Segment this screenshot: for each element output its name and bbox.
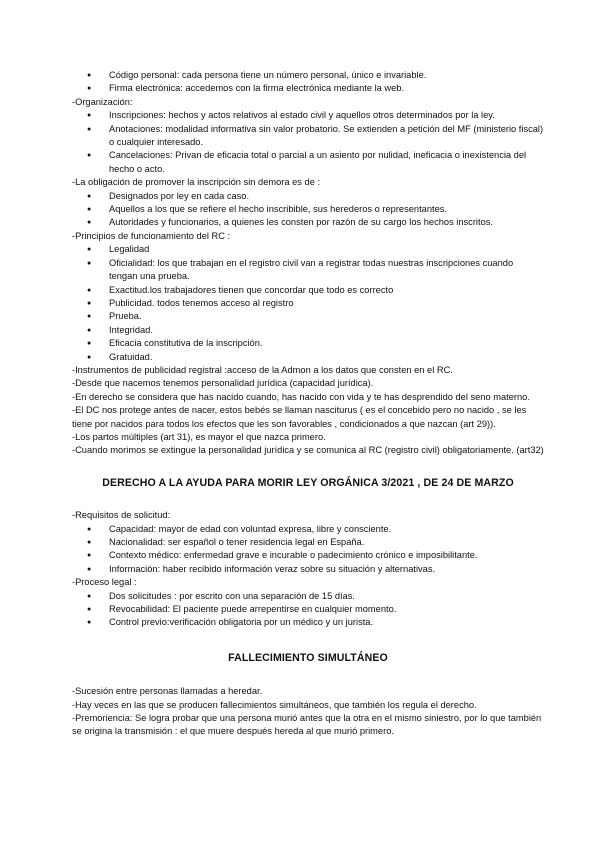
list-item: ● Publicidad. todos tenemos acceso al registro xyxy=(109,297,544,310)
principios-bullet-list xyxy=(72,243,544,364)
list-item: ● Capacidad: mayor de edad con voluntad expresa, libre y consciente. xyxy=(109,523,544,536)
organizacion-label: -Organización: xyxy=(72,96,133,107)
requisitos-label: -Requisitos de solicitud: xyxy=(72,510,171,521)
list-item: ● Aquellos a los que se refiere el hecho inscribible, sus herederos o representantes. xyxy=(109,203,544,216)
proceso-bullet-list xyxy=(72,590,544,630)
list-item: ● Firma electrónica: accedemos con la firma electrónica mediante la web. xyxy=(109,82,544,95)
list-item: ● Autoridades y funcionarios, a quienes les consten por razón de su cargo los hechos inscritos. xyxy=(109,216,544,229)
list-item: ● Integridad. xyxy=(109,324,544,337)
list-item: ● Revocabilidad: El paciente puede arrepentirse en cualquier momento. xyxy=(109,603,544,616)
paragraph: -Premoriencia: Se logra probar que una persona murió antes que la otra en el mismo siniestro, por lo que también se origina la transmisión : el que muere después hereda al que murió primero. xyxy=(72,713,542,737)
principios-label: -Principios de funcionamiento del RC : xyxy=(72,230,231,241)
proceso-label: -Proceso legal : xyxy=(72,577,137,588)
list-item: ● Dos solicitudes : por escrito con una separación de 15 días. xyxy=(109,590,544,603)
top-bullet-list xyxy=(72,69,544,96)
list-item: ● Contexto médico: enfermedad grave e incurable o padecimiento crónico e imposibilitante. xyxy=(109,549,544,562)
list-item: ● Oficialidad: los que trabajan en el registro civil van a registrar todas nuestras inscripciones cuando tengan una prueba. xyxy=(109,257,544,284)
list-item: ● Prueba. xyxy=(109,310,544,323)
list-item: ● Nacionalidad: ser español o tener residencia legal en España. xyxy=(109,536,544,549)
paragraph: -Desde que nacemos tenemos personalidad jurídica (capacidad jurídica). xyxy=(72,378,374,389)
paragraph: -Cuando morimos se extingue la personalidad jurídica y se comunica al RC (registro civil) obligatoriamente. (art32) xyxy=(72,445,544,456)
list-item: ● Información: haber recibido información veraz sobre su situación y alternativas. xyxy=(109,563,544,576)
list-item: ● Designados por ley en cada caso. xyxy=(109,190,544,203)
obligacion-label: -La obligación de promover la inscripción sin demora es de : xyxy=(72,177,321,188)
paragraph: -Los partos múltiples (art 31), es mayor el que nazca primero. xyxy=(72,431,326,442)
paragraph: -Sucesión entre personas llamadas a heredar. xyxy=(72,686,263,697)
list-item: ● Cancelaciones: Privan de eficacia total o parcial a un asiento por nulidad, ineficacia o inexistencia del hecho o acto. xyxy=(109,149,544,176)
list-item: ● Legalidad xyxy=(109,243,544,256)
list-item: ● Gratuidad. xyxy=(109,351,544,364)
obligacion-bullet-list xyxy=(72,190,544,230)
section-heading-fallecimiento: FALLECIMIENTO SIMULTÁNEO xyxy=(228,651,388,664)
paragraph: -El DC nos protege antes de nacer, estos bebés se llaman nasciturus ( es el concebido pero no nacido , se les tiene por nacidos para todos los efectos que les son favorables , condicionados a que nazcan (art 29)). xyxy=(72,405,527,429)
list-item: ● Código personal: cada persona tiene un número personal, único e invariable. xyxy=(109,69,544,82)
paragraph: -Instrumentos de publicidad registral :acceso de la Admon a los datos que consten en el RC. xyxy=(72,364,453,375)
section-heading-ayuda-morir: DERECHO A LA AYUDA PARA MORIR LEY ORGÁNICA 3/2021 , DE 24 DE MARZO xyxy=(102,476,514,489)
paragraph: -En derecho se considera que has nacido cuando, has nacido con vida y te has desprendido del seno materno. xyxy=(72,391,530,402)
list-item: ● Inscripciones: hechos y actos relativos al estado civil y aquellos otros determinados por la ley. xyxy=(109,109,544,122)
list-item: ● Eficacia constitutiva de la inscripción. xyxy=(109,337,544,350)
paragraph: -Hay veces en las que se producen fallecimientos simultáneos, que también los regula el derecho. xyxy=(72,699,477,710)
requisitos-bullet-list xyxy=(72,523,544,577)
list-item: ● Anotaciones: modalidad informativa sin valor probatorio. Se extienden a petición del MF (ministerio fiscal) o cualquier interesado. xyxy=(109,123,544,150)
organizacion-bullet-list xyxy=(72,109,544,176)
list-item: ● Exactitud.los trabajadores tienen que concordar que todo es correcto xyxy=(109,284,544,297)
list-item: ● Control previo:verificación obligatoria por un médico y un jurista. xyxy=(109,616,544,629)
